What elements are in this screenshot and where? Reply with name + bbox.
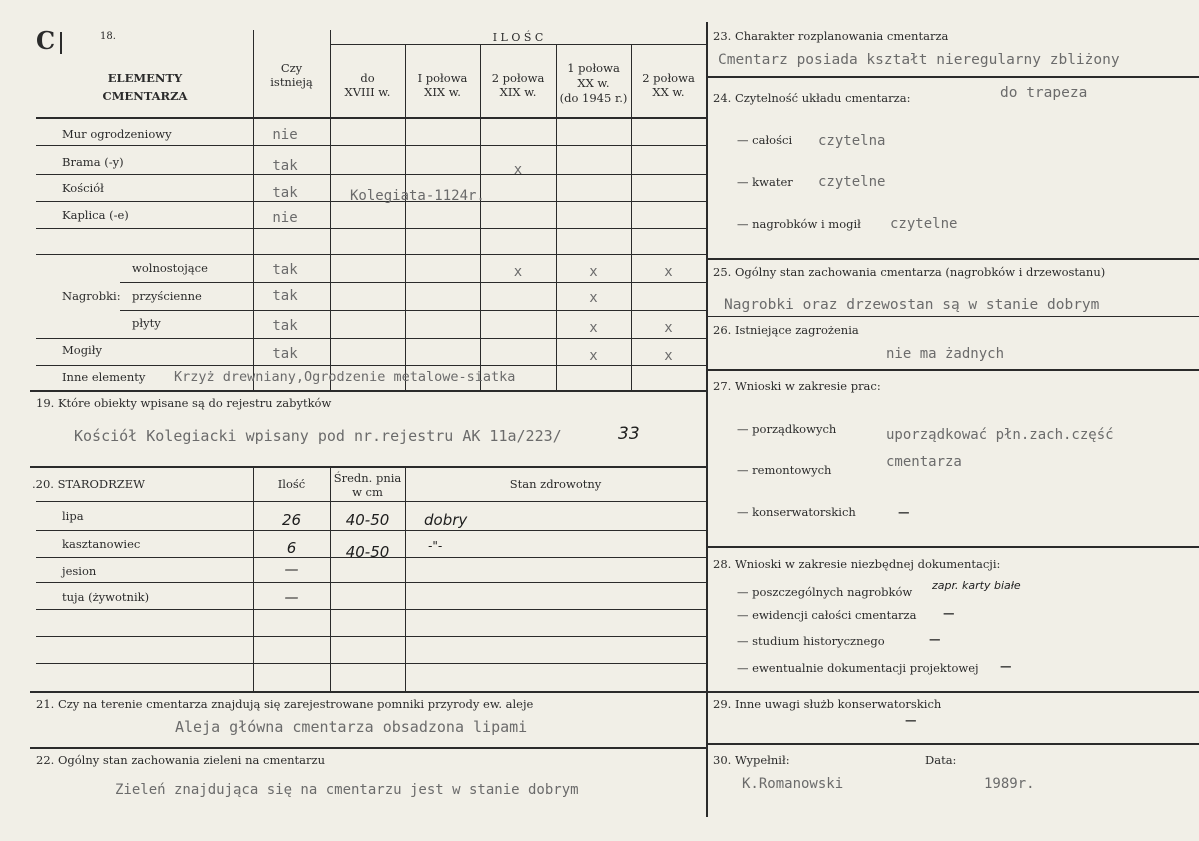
- section-26-label: 26. Istniejące zagrożenia: [713, 323, 859, 337]
- period-mark: x: [664, 348, 673, 364]
- exists-value: tak: [272, 158, 298, 174]
- period-header: (do 1945 r.): [559, 91, 628, 105]
- works-value: cmentarza: [886, 454, 962, 470]
- exists-header: Czy: [280, 61, 303, 75]
- period-mark: x: [513, 162, 523, 178]
- greenery-state-value: Zieleń znajdująca się na cmentarzu jest w stanie dobrym: [115, 782, 579, 798]
- row-label: Kaplica (-e): [62, 208, 129, 222]
- divider: [36, 254, 706, 255]
- works-item: — porządkowych: [737, 422, 837, 436]
- exists-value: tak: [272, 262, 298, 278]
- tree-count: —: [284, 562, 299, 578]
- divider: [36, 609, 706, 610]
- divider: [706, 369, 1199, 371]
- works-item: — remontowych: [737, 463, 832, 477]
- period-header: 2 połowa: [642, 71, 695, 85]
- period-mark: x: [589, 320, 598, 336]
- period-header: I połowa: [417, 71, 468, 85]
- divider: [36, 501, 706, 502]
- quantity-header: I L O Ś C: [492, 31, 544, 44]
- exists-value: tak: [272, 346, 298, 362]
- tree-health-header: Stan zdrowotny: [509, 477, 602, 491]
- period-mark: x: [589, 264, 598, 280]
- exists-value: tak: [272, 318, 298, 334]
- legibility-value: czytelne: [818, 174, 886, 190]
- period-mark: x: [664, 264, 673, 280]
- divider: [706, 691, 1199, 693]
- divider: [30, 747, 706, 749]
- divider: [60, 32, 62, 54]
- threats-value: nie ma żadnych: [886, 346, 1005, 362]
- date-value: 1989r.: [984, 776, 1035, 792]
- period-header: 1 połowa: [567, 61, 620, 75]
- divider: [36, 365, 706, 366]
- legibility-item: — nagrobków i mogił: [737, 217, 861, 231]
- section-28-label: 28. Wnioski w zakresie niezbędnej dokumentacji:: [713, 557, 1001, 571]
- tree-diameter-header: Średn. pnia: [333, 471, 402, 485]
- tree-diameter: 40-50: [345, 511, 390, 529]
- row-label: Kościół: [62, 181, 104, 195]
- elements-title: CMENTARZA: [102, 89, 188, 103]
- period-header: do: [360, 71, 375, 85]
- row-label: Inne elementy: [62, 370, 146, 384]
- registry-value: Kościół Kolegiacki wpisany pod nr.rejestru AK 11a/223/: [74, 427, 562, 445]
- other-elements-note: Krzyż drewniany,Ogrodzenie metalowe-siatka: [174, 369, 516, 385]
- divider: [253, 466, 254, 692]
- legibility-value: czytelne: [890, 216, 958, 232]
- divider: [706, 316, 1199, 317]
- section-21-label: 21. Czy na terenie cmentarza znajdują się zarejestrowane pomniki przyrody ew. aleje: [36, 697, 534, 711]
- exists-value: nie: [272, 210, 298, 226]
- exists-value: tak: [272, 185, 298, 201]
- layout-character-value: Cmentarz posiada kształt nieregularny zbliżony: [718, 52, 1120, 68]
- row-label: przyścienne: [132, 289, 202, 303]
- divider: [706, 22, 708, 817]
- tree-name: lipa: [62, 509, 84, 523]
- documentation-item: — poszczególnych nagrobków: [737, 585, 913, 599]
- documentation-item: — ewidencji całości cmentarza: [737, 608, 917, 622]
- divider: [330, 44, 706, 45]
- divider: [120, 282, 706, 283]
- period-header: XX w.: [577, 76, 610, 90]
- row-label: płyty: [132, 316, 161, 330]
- row-label: Mogiły: [62, 343, 102, 357]
- legibility-value: czytelna: [818, 133, 886, 149]
- documentation-value: zapr. karty białe: [932, 579, 1021, 592]
- tree-diameter: 40-50: [345, 543, 390, 561]
- divider: [330, 466, 331, 692]
- tree-health: -"-: [428, 539, 443, 553]
- period-mark: x: [513, 264, 523, 280]
- tree-count: —: [284, 590, 299, 606]
- divider: [36, 338, 706, 339]
- section-27-label: 27. Wnioski w zakresie prac:: [713, 379, 881, 393]
- legibility-item: — całości: [737, 133, 793, 147]
- period-header: XX w.: [652, 85, 685, 99]
- tree-count-header: Ilość: [277, 477, 306, 491]
- divider: [36, 582, 706, 583]
- section-25-label: 25. Ogólny stan zachowania cmentarza (nagrobków i drzewostanu): [713, 265, 1106, 279]
- elements-title: ELEMENTY: [107, 71, 183, 85]
- divider: [36, 663, 706, 664]
- exists-value: tak: [272, 288, 298, 304]
- period-header: XIX w.: [424, 85, 461, 99]
- divider: [36, 174, 706, 175]
- tree-name: jesion: [62, 564, 97, 578]
- filled-by-value: K.Romanowski: [742, 776, 844, 792]
- documentation-value: —: [1000, 659, 1012, 673]
- divider: [405, 466, 406, 692]
- layout-character-value: do trapeza: [1000, 85, 1088, 101]
- nature-monuments-value: Aleja główna cmentarza obsadzona lipami: [175, 718, 528, 736]
- period-header: 2 połowa: [491, 71, 545, 85]
- legibility-item: — kwater: [737, 175, 793, 189]
- period-header: XIX w.: [499, 85, 537, 99]
- cemetery-state-value: Nagrobki oraz drzewostan są w stanie dobrym: [724, 297, 1100, 313]
- church-note: Kolegiata-1124r.: [350, 188, 485, 204]
- section-20-label: .20. STARODRZEW: [32, 477, 145, 491]
- conservation-notes-value: —: [905, 713, 923, 727]
- documentation-item: — studium historycznego: [737, 634, 885, 648]
- divider: [706, 258, 1199, 260]
- registry-value-handwritten: 33: [618, 424, 640, 444]
- divider: [36, 636, 706, 637]
- section-23-label: 23. Charakter rozplanowania cmentarza: [713, 29, 949, 43]
- section-29-label: 29. Inne uwagi służb konserwatorskich: [713, 697, 942, 711]
- tree-diameter-header: w cm: [352, 485, 383, 499]
- period-mark: x: [664, 320, 673, 336]
- divider: [706, 546, 1199, 548]
- period-mark: x: [589, 290, 598, 306]
- divider: [36, 530, 706, 531]
- divider: [706, 743, 1199, 745]
- divider: [30, 466, 706, 468]
- period-mark: x: [589, 348, 598, 364]
- works-value: —: [898, 505, 910, 519]
- divider: [120, 310, 706, 311]
- exists-value: nie: [272, 127, 298, 143]
- date-label: Data:: [925, 753, 957, 767]
- divider: [36, 228, 706, 229]
- period-header: XVIII w.: [344, 85, 391, 99]
- nagrobki-label: Nagrobki:: [62, 289, 121, 303]
- tree-health: dobry: [424, 511, 468, 529]
- works-item: — konserwatorskich: [737, 505, 856, 519]
- row-label: wolnostojące: [132, 261, 208, 275]
- divider: [30, 691, 706, 693]
- divider: [36, 117, 706, 119]
- tree-name: tuja (żywotnik): [62, 590, 150, 604]
- section-30-label: 30. Wypełnił:: [713, 753, 790, 767]
- divider: [30, 390, 706, 392]
- section-22-label: 22. Ogólny stan zachowania zieleni na cmentarzu: [36, 753, 325, 767]
- documentation-value: —: [929, 632, 941, 646]
- divider: [36, 145, 706, 146]
- row-label: Mur ogrodzeniowy: [62, 127, 172, 141]
- exists-header: istnieją: [270, 75, 313, 89]
- section-number: 18.: [100, 31, 116, 42]
- works-value: uporządkować płn.zach.część: [886, 427, 1114, 443]
- documentation-value: —: [943, 606, 955, 620]
- tree-count: 6: [286, 539, 297, 557]
- card-letter: C: [36, 26, 56, 55]
- documentation-item: — ewentualnie dokumentacji projektowej: [737, 661, 979, 675]
- section-24-label: 24. Czytelność układu cmentarza:: [713, 91, 911, 105]
- tree-name: kasztanowiec: [62, 537, 141, 551]
- row-label: Brama (-y): [62, 155, 124, 169]
- divider: [706, 76, 1199, 78]
- tree-count: 26: [281, 511, 302, 529]
- section-19-label: 19. Które obiekty wpisane są do rejestru zabytków: [36, 396, 332, 410]
